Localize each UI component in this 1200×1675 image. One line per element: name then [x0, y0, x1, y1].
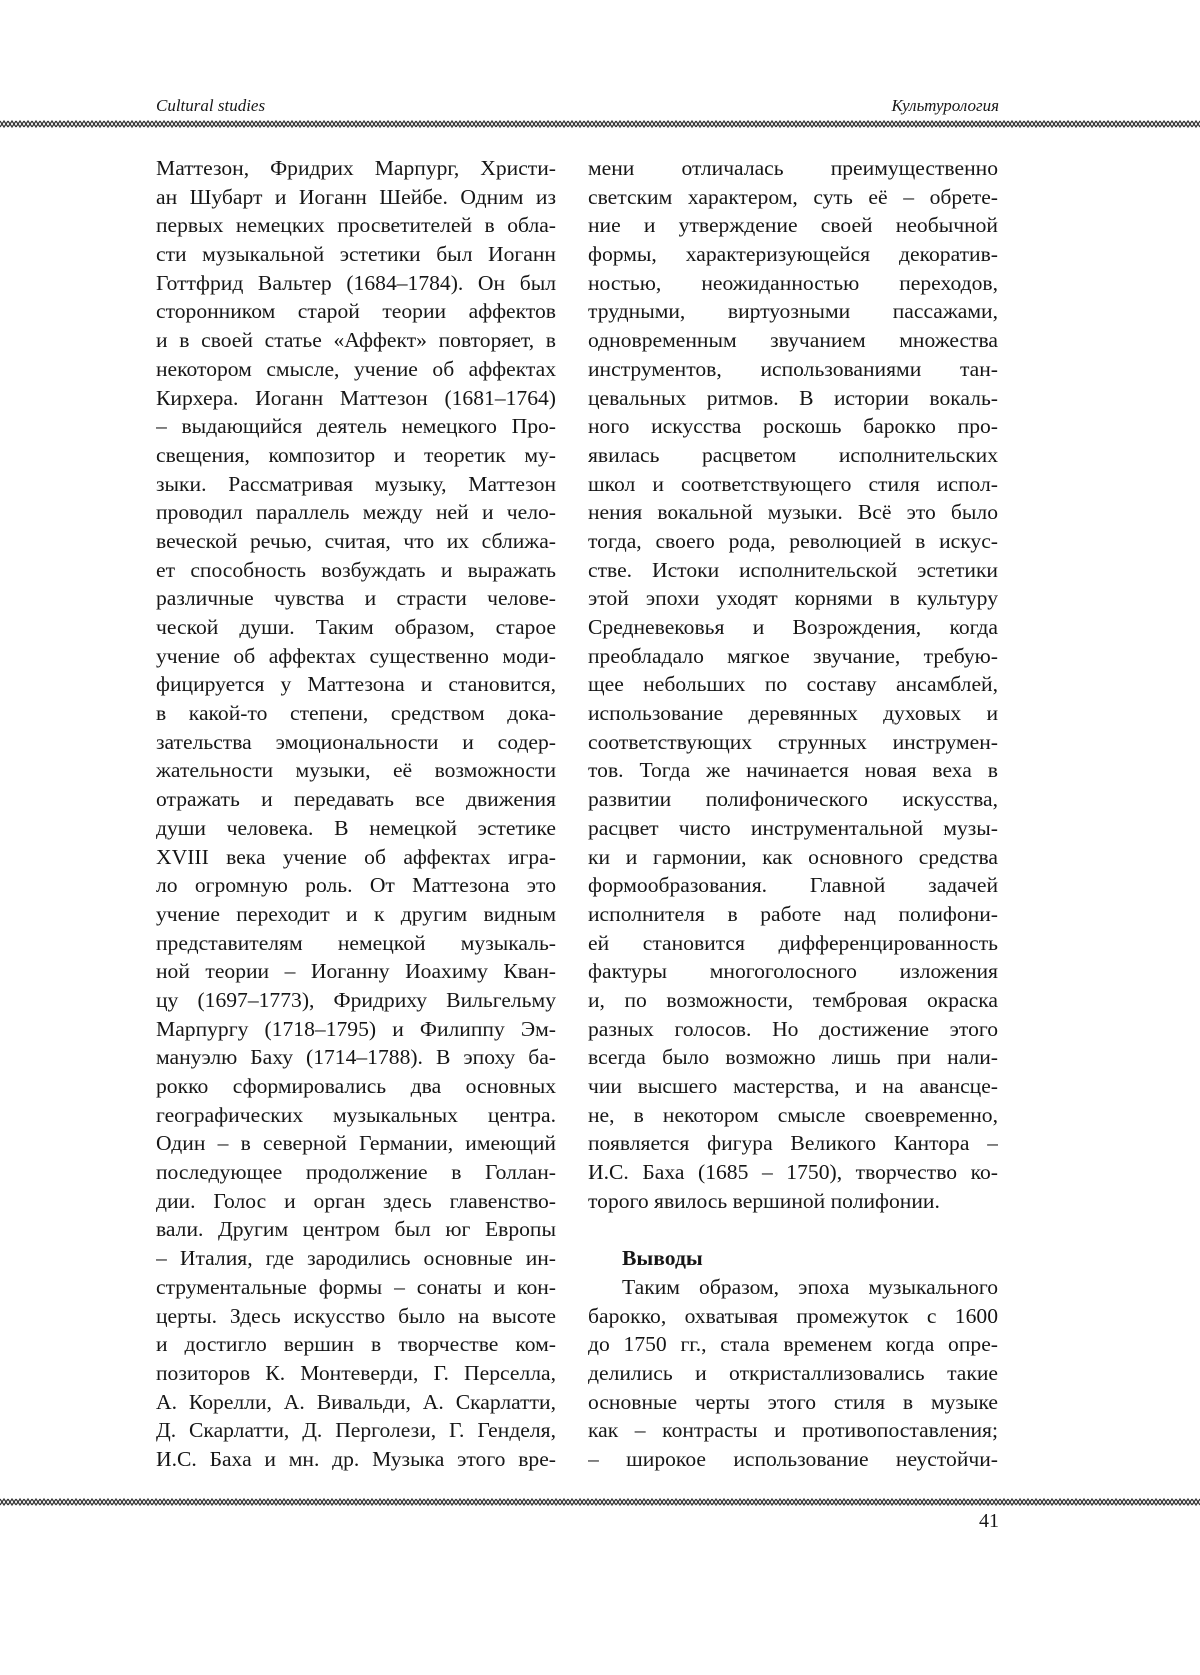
page-number: 41	[979, 1510, 999, 1532]
text-line: использование деревянных духовых и	[588, 701, 998, 726]
text-line: цу (1697–1773), Фридриху Вильгельму	[156, 987, 556, 1012]
text-line: тов. Тогда же начинается новая веха в	[588, 758, 998, 783]
section-heading-conclusions: Выводы	[622, 1246, 703, 1271]
running-head	[156, 96, 999, 120]
text-line: соответствующих струнных инструмен-	[588, 729, 998, 754]
text-line: Таким образом, эпоха музыкального	[622, 1274, 998, 1299]
text-line: позиторов К. Монтеверди, Г. Перселла,	[156, 1360, 556, 1385]
text-line: вали. Другим центром был юг Европы	[156, 1217, 556, 1242]
text-line: свещения, композитор и теоретик му-	[156, 442, 556, 467]
text-line: барокко, охватывая промежуток с 1600	[588, 1303, 998, 1328]
text-line: А. Корелли, А. Вивальди, А. Скарлатти,	[156, 1389, 556, 1414]
text-line: отражать и передавать все движения	[156, 787, 556, 812]
text-line: сторонником старой теории аффектов	[156, 299, 556, 324]
text-line: представителям немецкой музыкаль-	[156, 930, 556, 955]
text-line: различные чувства и страсти челове-	[156, 586, 556, 611]
text-line: первых немецких просветителей в обла-	[156, 213, 556, 238]
text-line: И.С. Баха (1685 – 1750), творчество ко-	[588, 1160, 998, 1185]
text-line: церты. Здесь искусство было на высоте	[156, 1303, 556, 1328]
text-line: Д. Скарлатти, Д. Перголези, Г. Генделя,	[156, 1418, 556, 1443]
text-line: явилась расцветом исполнительских	[588, 442, 998, 467]
text-line: всегда было возможно лишь при нали-	[588, 1045, 998, 1070]
text-line: щее небольших по составу ансамблей,	[588, 672, 998, 697]
text-line: не, в некотором смысле своевременно,	[588, 1102, 998, 1127]
text-line: – широкое использование неустойчи-	[588, 1446, 998, 1471]
text-line: Один – в северной Германии, имеющий	[156, 1131, 556, 1156]
text-line: Кирхера. Иоганн Маттезон (1681–1764)	[156, 385, 556, 410]
text-line: расцвет чисто инструментальной музы-	[588, 815, 998, 840]
text-line: основные черты этого стиля в музыке	[588, 1389, 998, 1414]
text-line: XVIII века учение об аффектах игра-	[156, 844, 556, 869]
text-line: Готтфрид Вальтер (1684–1784). Он был	[156, 270, 556, 295]
text-line: и в своей статье «Аффект» повторяет, в	[156, 328, 556, 353]
text-line: ние и утверждение своей необычной	[588, 213, 998, 238]
text-line: разных голосов. Но достижение этого	[588, 1016, 998, 1041]
text-line: исполнителя в работе над полифони-	[588, 901, 998, 926]
text-line: рокко сформировались два основных	[156, 1074, 556, 1098]
text-line: ной теории – Иоганну Иоахиму Кван-	[156, 959, 556, 984]
text-line: души человека. В немецкой эстетике	[156, 815, 556, 840]
text-line: Средневековья и Возрождения, когда	[588, 615, 998, 639]
text-line: и, по возможности, тембровая окраска	[588, 987, 998, 1012]
text-line: ет способность возбуждать и выражать	[156, 557, 556, 582]
text-line: как – контрасты и противопоставления;	[588, 1418, 998, 1443]
text-line: Марпургу (1718–1795) и Филиппу Эм-	[156, 1016, 556, 1041]
text-line: формы, характеризующейся декоратив-	[588, 242, 998, 267]
text-line: И.С. Баха и мн. др. Музыка этого вре-	[156, 1446, 556, 1471]
text-line: учение об аффектах существенно моди-	[156, 643, 556, 668]
text-line: инструментов, использованиями тан-	[588, 356, 998, 381]
text-line: ло огромную роль. От Маттезона это	[156, 873, 556, 898]
text-line: зыки. Рассматривая музыку, Маттезон	[156, 471, 556, 496]
text-line: учение переходит и к другим видным	[156, 901, 556, 926]
text-line: появляется фигура Великого Кантора –	[588, 1131, 998, 1156]
text-line: преобладало мягкое звучание, требую-	[588, 643, 998, 668]
text-line: последующее продолжение в Голлан-	[156, 1160, 556, 1185]
text-line: в какой-то степени, средством дока-	[156, 701, 556, 726]
text-line: и достигло вершин в творчестве ком-	[156, 1332, 556, 1357]
text-line: Маттезон, Фридрих Марпург, Христи-	[156, 156, 556, 180]
text-line: – Италия, где зародились основные ин-	[156, 1246, 556, 1271]
text-line: развитии полифонического искусства,	[588, 787, 998, 812]
text-line: мени отличалась преимущественно	[588, 156, 998, 180]
top-ornament-border	[0, 119, 1200, 129]
left-column	[156, 154, 556, 1474]
text-line: до 1750 гг., стала временем когда опре-	[588, 1332, 998, 1357]
text-line: мануэлю Баху (1714–1788). В эпоху ба-	[156, 1045, 556, 1070]
text-line: цевальных ритмов. В истории вокаль-	[588, 385, 998, 410]
text-line: ностью, неожиданностью переходов,	[588, 270, 998, 295]
text-line: стве. Истоки исполнительской эстетики	[588, 557, 998, 582]
text-line: некотором смысле, учение об аффектах	[156, 356, 556, 381]
text-line: одновременным звучанием множества	[588, 328, 998, 353]
text-line: проводил параллель между ней и чело-	[156, 500, 556, 525]
header-journal-english: Cultural studies	[156, 96, 266, 115]
text-line: нения вокальной музыки. Всё это было	[588, 500, 998, 525]
text-line: тогда, своего рода, революцией в искус-	[588, 528, 998, 553]
text-line: сти музыкальной эстетики был Иоганн	[156, 242, 556, 267]
text-line: дии. Голос и орган здесь главенство-	[156, 1188, 556, 1213]
text-line: – выдающийся деятель немецкого Про-	[156, 414, 556, 439]
text-line: школ и соответствующего стиля испол-	[588, 471, 998, 496]
text-line: фактуры многоголосного изложения	[588, 959, 998, 984]
text-line: ческой души. Таким образом, старое	[156, 615, 556, 639]
text-line: торого явилось вершиной полифонии.	[588, 1188, 940, 1213]
text-line: чии высшего мастерства, и на авансце-	[588, 1074, 998, 1098]
bottom-ornament-border	[0, 1497, 1200, 1507]
text-line: ки и гармонии, как основного средства	[588, 844, 998, 869]
text-line: жательности музыки, её возможности	[156, 758, 556, 783]
text-line: веческой речью, считая, что их сближа-	[156, 528, 556, 553]
text-line: географических музыкальных центра.	[156, 1102, 556, 1127]
text-line: зательства эмоциональности и содер-	[156, 729, 556, 754]
text-line: формообразования. Главной задачей	[588, 873, 998, 898]
section-spacer	[588, 1215, 998, 1244]
text-line: ного искусства роскошь барокко про-	[588, 414, 998, 439]
text-line: светским характером, суть её – обрете-	[588, 184, 998, 209]
right-column	[588, 154, 998, 1474]
text-line: ан Шубарт и Иоганн Шейбе. Одним из	[156, 184, 556, 209]
text-line: струментальные формы – сонаты и кон-	[156, 1274, 556, 1299]
text-line: этой эпохи уходят корнями в культуру	[588, 586, 998, 611]
text-line: фицируется у Маттезона и становится,	[156, 672, 556, 697]
text-line: трудными, виртуозными пассажами,	[588, 299, 998, 324]
text-line: делились и откристаллизовались такие	[588, 1360, 998, 1385]
header-journal-russian: Культурология	[891, 96, 999, 115]
text-line: ей становится дифференцированность	[588, 930, 998, 955]
